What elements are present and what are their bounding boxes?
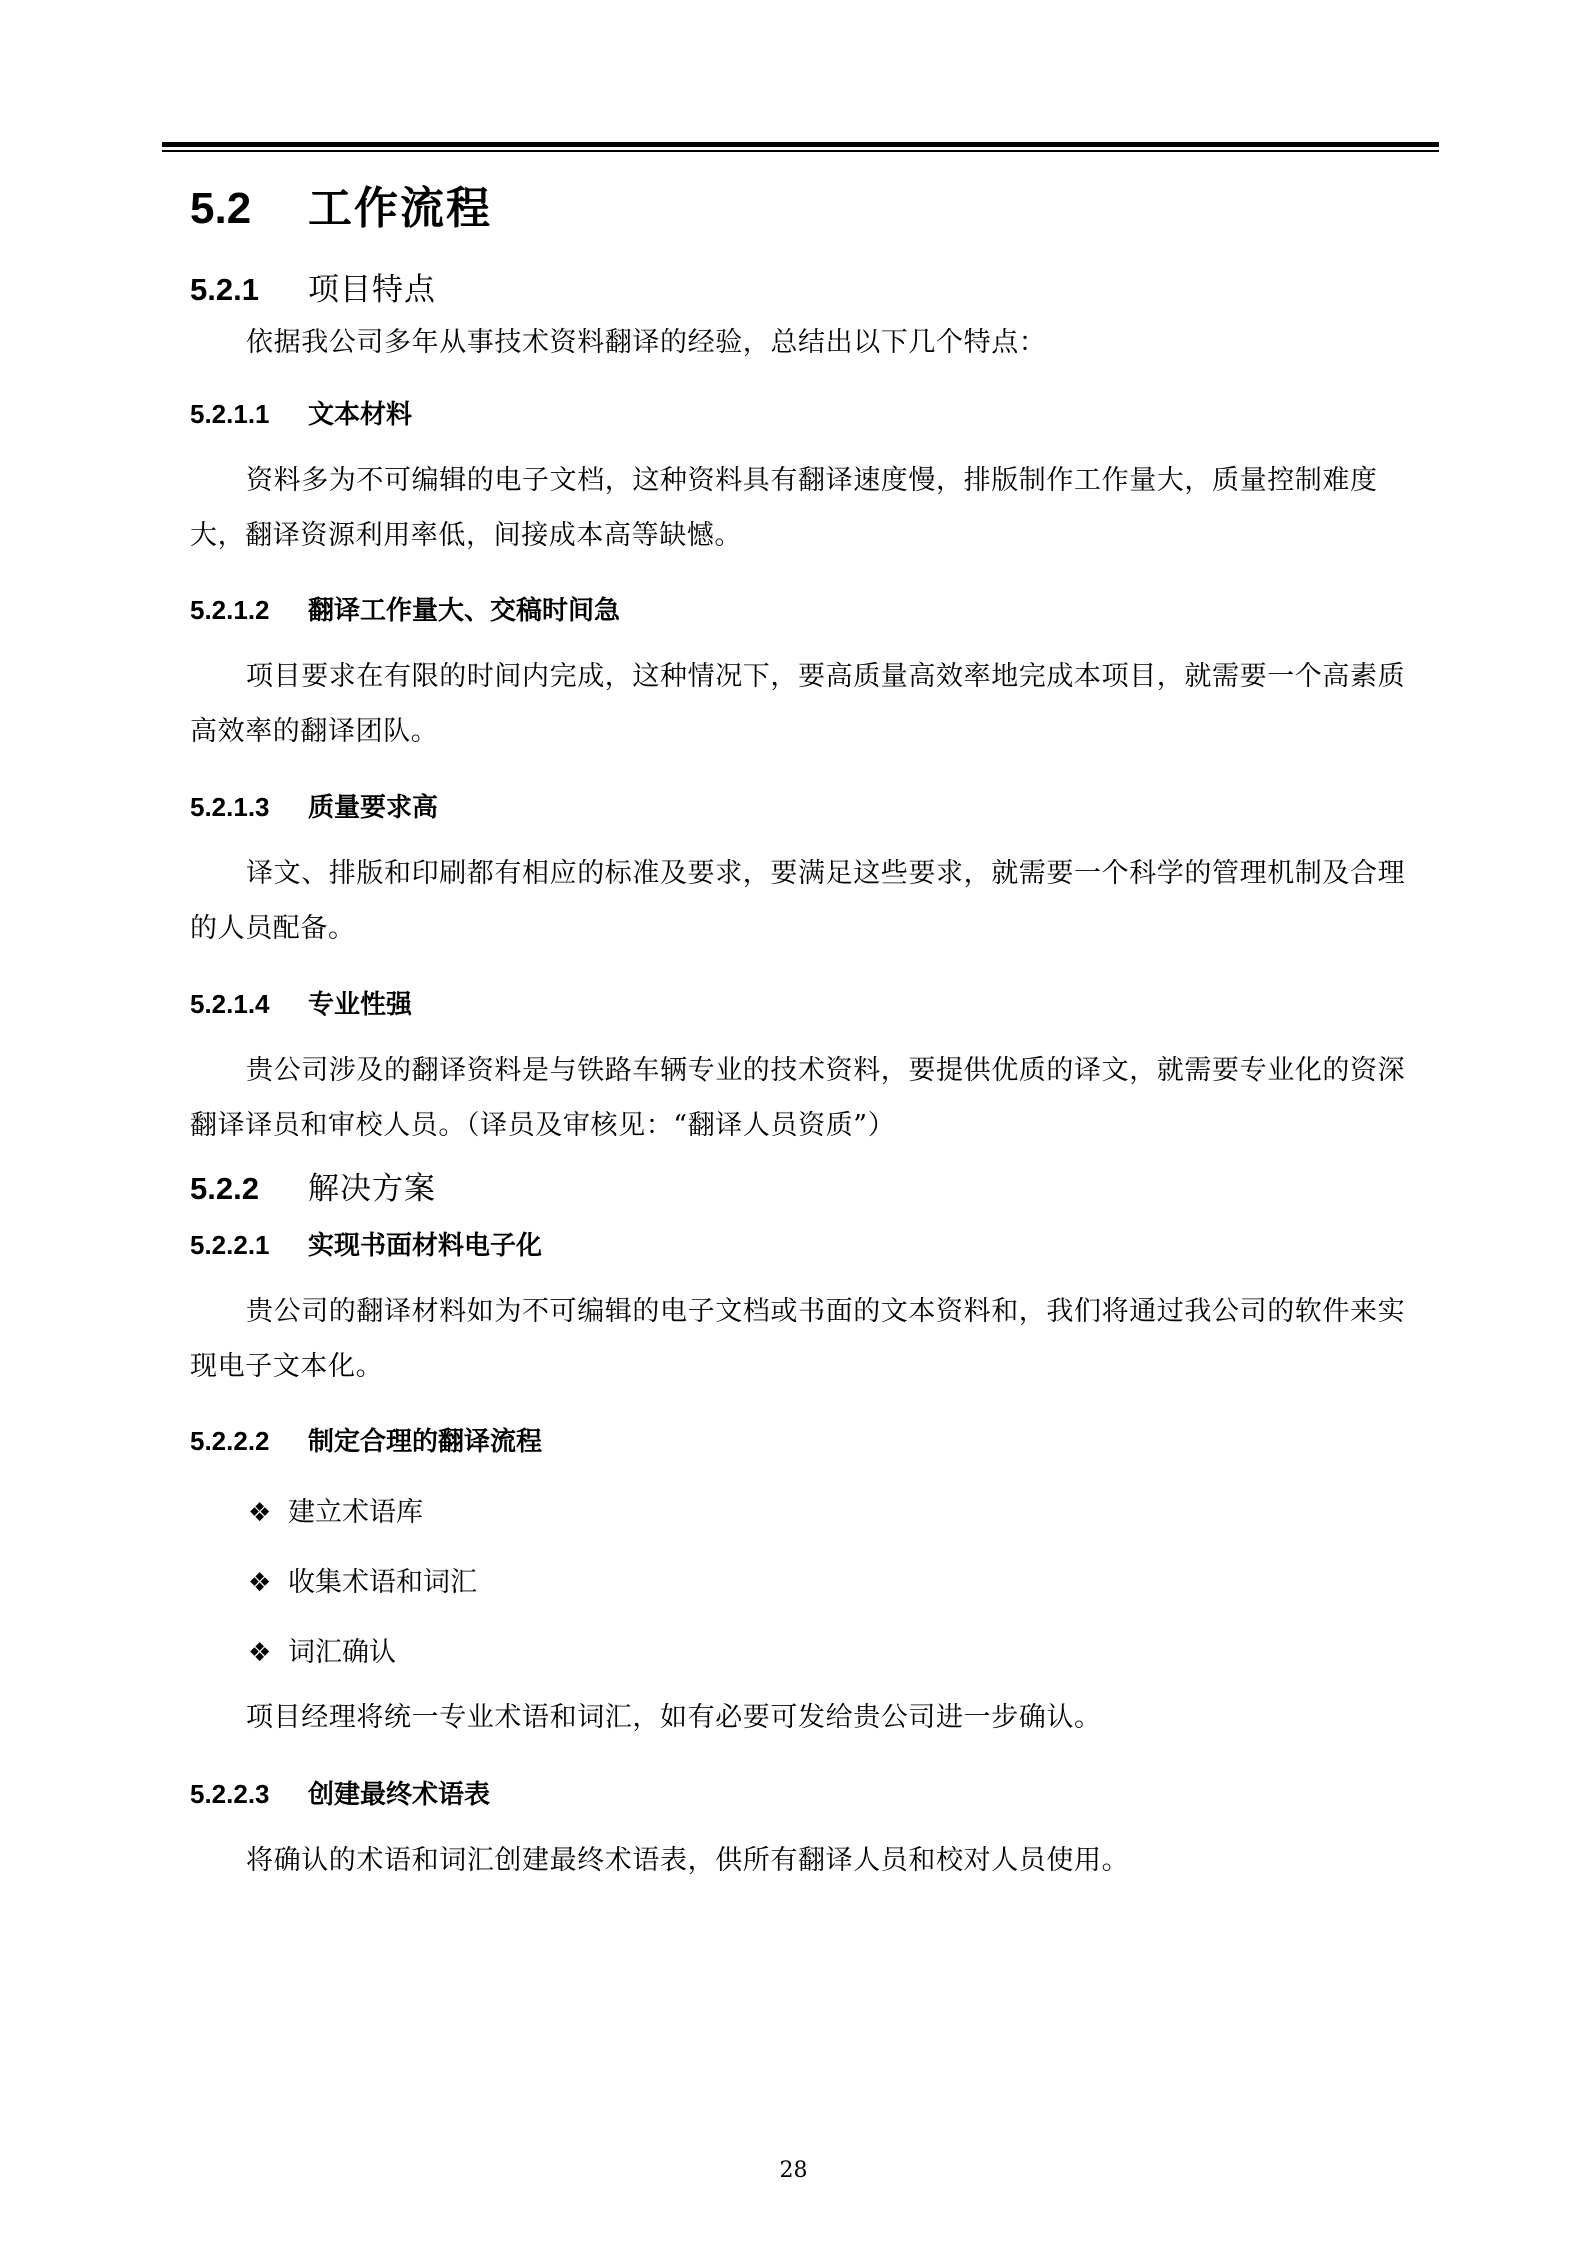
header-rule-thick (162, 142, 1439, 147)
section-title: 工作流程 (308, 183, 492, 234)
sub-subsection-heading (190, 1225, 542, 1262)
heading-title: 翻译工作量大、交稿时间急 (308, 596, 621, 626)
heading-title: 文本材料 (308, 400, 413, 430)
section-number: 5.2 (190, 184, 252, 233)
intro-paragraph: 依据我公司多年从事技术资料翻译的经验，总结出以下几个特点： (246, 327, 1047, 358)
heading-title: 质量要求高 (308, 793, 439, 823)
page-number: 28 (779, 2158, 808, 2183)
subsection-title: 解决方案 (308, 1171, 436, 1207)
bullet-item (248, 1490, 423, 1529)
paragraph: 译文、排版和印刷都有相应的标准及要求，要满足这些要求，就需要一个科学的管理机制及合理的人员配备。 (190, 858, 1406, 944)
sub-subsection-heading (190, 1774, 490, 1811)
subsection-heading (190, 1163, 436, 1208)
diamond-bullet-icon: ❖ (248, 1568, 272, 1598)
diamond-bullet-icon: ❖ (248, 1638, 272, 1668)
subsection-title: 项目特点 (308, 272, 436, 308)
heading-number: 5.2.1.3 (190, 792, 270, 822)
subsection-heading (190, 264, 436, 309)
header-rule-thin (162, 150, 1439, 152)
heading-number: 5.2.1.2 (190, 595, 270, 625)
bullet-item (248, 1630, 396, 1669)
diamond-bullet-icon: ❖ (248, 1498, 272, 1528)
heading-number: 5.2.2.3 (190, 1779, 270, 1809)
heading-title: 制定合理的翻译流程 (308, 1427, 543, 1457)
sub-subsection-heading (190, 984, 412, 1021)
heading-number: 5.2.1.4 (190, 989, 270, 1019)
subsection-number: 5.2.2 (190, 1171, 259, 1206)
heading-title: 创建最终术语表 (308, 1780, 491, 1810)
sub-subsection-heading (190, 787, 438, 824)
section-heading (190, 172, 492, 236)
paragraph: 贵公司涉及的翻译资料是与铁路车辆专业的技术资料，要提供优质的译文，就需要专业化的资深翻译译员和审校人员。（译员及审核见：“翻译人员资质”） (190, 1055, 1406, 1141)
paragraph: 贵公司的翻译材料如为不可编辑的电子文档或书面的文本资料和，我们将通过我公司的软件来实现电子文本化。 (190, 1296, 1406, 1382)
sub-subsection-heading (190, 1421, 542, 1458)
paragraph: 资料多为不可编辑的电子文档，这种资料具有翻译速度慢，排版制作工作量大，质量控制难度大，翻译资源利用率低，间接成本高等缺憾。 (190, 465, 1378, 551)
paragraph: 项目经理将统一专业术语和词汇，如有必要可发给贵公司进一步确认。 (246, 1702, 1102, 1733)
sub-subsection-heading (190, 590, 620, 627)
bullet-text: 收集术语和词汇 (288, 1567, 477, 1598)
bullet-text: 词汇确认 (288, 1637, 396, 1668)
bullet-item (248, 1560, 477, 1599)
heading-number: 5.2.2.1 (190, 1230, 270, 1260)
subsection-number: 5.2.1 (190, 272, 259, 307)
heading-title: 专业性强 (308, 990, 413, 1020)
heading-title: 实现书面材料电子化 (308, 1231, 543, 1261)
heading-number: 5.2.2.2 (190, 1426, 270, 1456)
bullet-text: 建立术语库 (288, 1497, 423, 1528)
paragraph: 项目要求在有限的时间内完成，这种情况下，要高质量高效率地完成本项目，就需要一个高素质高效率的翻译团队。 (190, 661, 1406, 747)
sub-subsection-heading (190, 394, 412, 431)
paragraph: 将确认的术语和词汇创建最终术语表，供所有翻译人员和校对人员使用。 (246, 1845, 1130, 1876)
heading-number: 5.2.1.1 (190, 399, 270, 429)
